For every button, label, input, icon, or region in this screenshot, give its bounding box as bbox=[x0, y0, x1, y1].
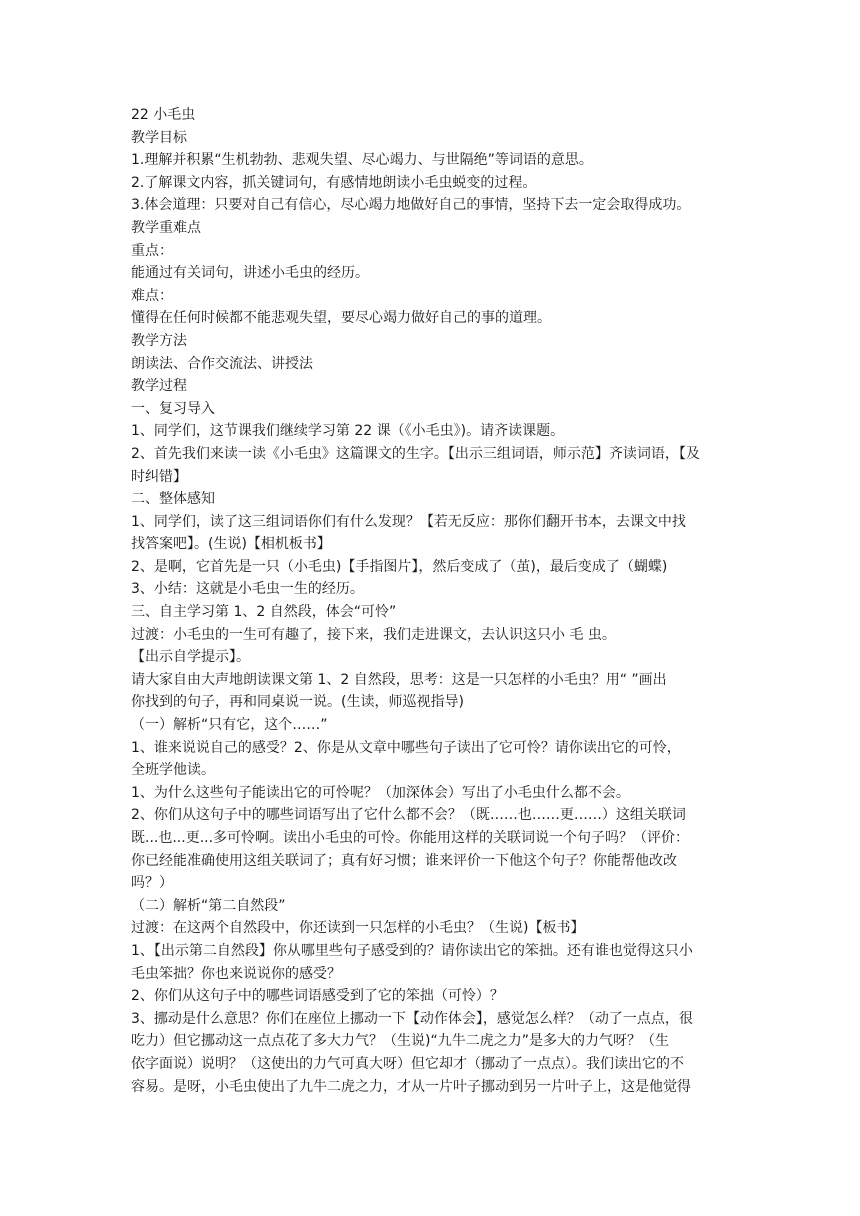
text-line: 你找到的句子，再和同桌说一说。(生读，师巡视指导) bbox=[131, 694, 464, 711]
text-line: 重点： bbox=[131, 242, 173, 259]
text-line: 请大家自由大声地朗读课文第 1、2 自然段，思考：这是一只怎样的小毛虫？用“ ”画出 bbox=[131, 671, 667, 688]
text-line: 三、自主学习第 1、2 自然段，体会“可怜” bbox=[131, 604, 397, 621]
text-line: 一、复习导入 bbox=[131, 400, 215, 417]
text-line: 1、同学们，这节课我们继续学习第 22 课（《小毛虫》)。请齐读课题。 bbox=[131, 423, 565, 440]
text-line: 教学方法 bbox=[131, 332, 187, 349]
text-line: 2、你们从这句子中的哪些词语写出了它什么都不会？（既……也……更……）这组关联词 bbox=[131, 807, 686, 824]
text-line: 既...也...更...多可怜啊。读出小毛虫的可怜。你能用这样的关联词说一个句子吗？（评价： bbox=[131, 830, 690, 846]
text-line: 3.体会道理：只要对自己有信心，尽心竭力地做好自己的事情，坚持下去一定会取得成功。 bbox=[131, 197, 691, 214]
text-line: 朗读法、合作交流法、讲授法 bbox=[131, 355, 313, 372]
text-line: 懂得在任何时候都不能悲观失望，要尽心竭力做好自己的事的道理。 bbox=[131, 310, 551, 327]
text-line: 你已经能准确使用这组关联词了；真有好习惯；谁来评价一下他这个句子？你能帮他改改 bbox=[131, 852, 677, 869]
text-line: 毛虫笨拙？你也来说说你的感受？ bbox=[131, 965, 341, 982]
text-line: 找答案吧】。(生说)【相机板书】 bbox=[131, 536, 331, 553]
text-line: 教学过程 bbox=[131, 378, 187, 395]
text-line: （二）解析“第二自然段” bbox=[131, 897, 286, 914]
text-line: 能通过有关词句，讲述小毛虫的经历。 bbox=[131, 265, 369, 282]
text-line: 2、你们从这句子中的哪些词语感受到了它的笨拙（可怜）？ bbox=[131, 988, 504, 1005]
text-line: 吃力）但它挪动这一点点花了多大力气？（生说)“九牛二虎之力”是多大的力气呀？（生 bbox=[131, 1033, 669, 1050]
text-line: 过渡：在这两个自然段中，你还读到一只怎样的小毛虫？（生说)【板书】 bbox=[131, 920, 585, 937]
text-line: 过渡：小毛虫的一生可有趣了，接下来，我们走进课文，去认识这只小 毛 虫。 bbox=[131, 626, 616, 643]
text-line: 3、挪动是什么意思？你们在座位上挪动一下【动作体会】，感觉怎么样？（动了一点点，很 bbox=[131, 1010, 693, 1027]
text-line: 1、【出示第二自然段】你从哪里些句子感受到的？请你读出它的笨拙。还有谁也觉得这只小 bbox=[131, 942, 693, 959]
text-line: 1、谁来说说自己的感受？2、你是从文章中哪些句子读出了它可怜？请你读出它的可怜， bbox=[131, 739, 681, 756]
text-line: 2.了解课文内容，抓关键词句，有感情地朗读小毛虫蜕变的过程。 bbox=[131, 174, 537, 191]
text-line: 难点： bbox=[131, 287, 173, 304]
text-line: 2、首先我们来读一读《小毛虫》这篇课文的生字。【出示三组词语，师示范】齐读词语，【及 bbox=[131, 445, 700, 462]
text-line: 二、整体感知 bbox=[131, 491, 215, 508]
text-line: 3、小结：这就是小毛虫一生的经历。 bbox=[131, 581, 364, 598]
text-line: 教学目标 bbox=[131, 129, 187, 146]
text-line: 22 小毛虫 bbox=[131, 107, 196, 123]
text-line: （一）解析“只有它，这个……” bbox=[131, 717, 328, 734]
text-line: 1.理解并积累“生机勃勃、悲观失望、尽心竭力、与世隔绝”等词语的意思。 bbox=[131, 152, 593, 169]
text-line: 【出示自学提示】。 bbox=[131, 649, 250, 666]
text-line: 吗？） bbox=[131, 875, 173, 892]
text-line: 1、为什么这些句子能读出它的可怜呢？（加深体会）写出了小毛虫什么都不会。 bbox=[131, 784, 630, 801]
text-line: 教学重难点 bbox=[131, 219, 201, 236]
text-line: 依字面说）说明？（这使出的力气可真大呀）但它却才（挪动了一点点）。我们读出它的不 bbox=[131, 1055, 684, 1072]
text-line: 1、同学们，读了这三组词语你们有什么发现？【若无反应：那你们翻开书本，去课文中找 bbox=[131, 513, 686, 530]
text-line: 2、是啊，它首先是一只（小毛虫)【手指图片】，然后变成了（茧)，最后变成了（蝴蝶) bbox=[131, 558, 668, 575]
text-line: 时纠错】 bbox=[131, 468, 187, 485]
text-line: 全班学他读。 bbox=[131, 762, 215, 779]
text-line: 容易。是呀，小毛虫使出了九牛二虎之力，才从一片叶子挪动到另一片叶子上，这是他觉得 bbox=[131, 1078, 691, 1095]
